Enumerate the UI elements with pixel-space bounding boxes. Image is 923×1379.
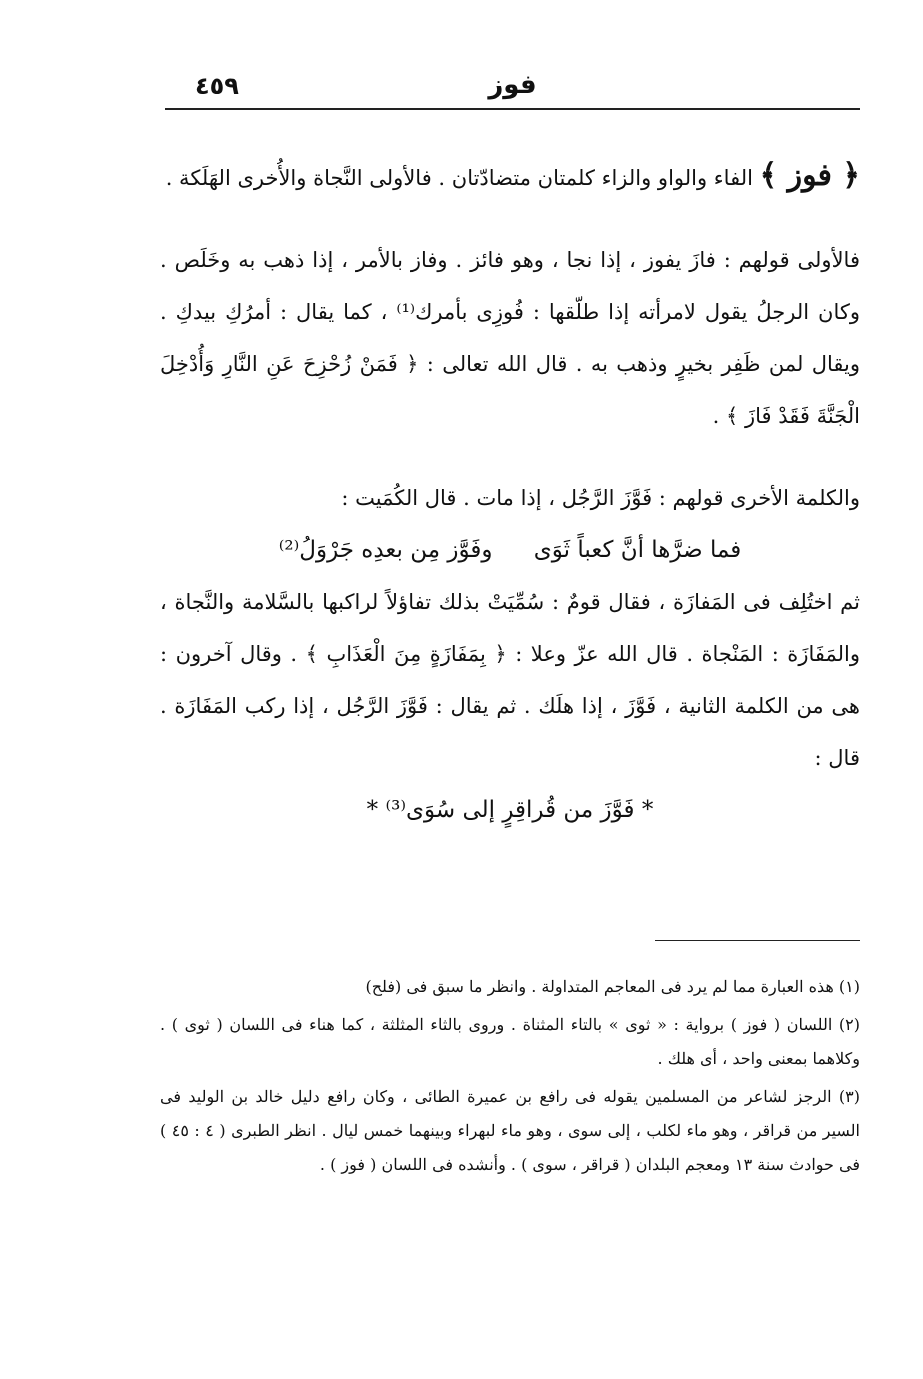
paragraph-3: ثم اختُلِف فى المَفازَة ، فقال قومٌ : سُمِّيَتْ بذلك تفاؤلاً لراكبها بالسَّلامة والنَّجاة ، والمَفَازَة : المَنْجاة . قال الله عزّ وعلا : ﴿ بِمَفَازَةٍ مِنَ الْعَذَابِ ﴾ . وقال آخرون : هى من الكلمة الثانية ، فَوَّزَ ، إذا هلَك . ثم يقال : فَوَّزَ الرَّجُل ، إذا ركب المَفَازَة . قال : (160, 590, 860, 770)
footnotes (160, 970, 860, 1186)
footnote-2: (٢) اللسان ( فوز ) برواية : « ثوى » بالتاء المثناة . وروى بالثاء المثلثة ، كما هناء فى اللسان ( ثوى ) . وكلاهما بمعنى واحد ، أى هلك . (160, 1015, 860, 1068)
verse-hemistich-1: فما ضرَّها أنَّ كعباً ثَوَى (533, 537, 742, 563)
verse-hemistich-2: وفَوَّز مِن بعدِه جَرْوَلُ⁽²⁾ (278, 537, 493, 563)
headword: ﴿ فوز ﴾ (759, 158, 860, 193)
verse-rajaz: * فَوَّزَ من قُراقِرٍ إلى سُوَى⁽³⁾ * (366, 797, 654, 823)
paragraph-1: فالأولى قولهم : فازَ يفوز ، إذا نجا ، وهو فائز . وفاز بالأمر ، إذا ذهب به وخَلَص . وكان الرجلُ يقول لامرأته إذا طلّقها : فُوزِى بأمرك⁽¹⁾ ، كما يقال : أمرُكِ بيدكِ . ويقال لمن ظَفِر بخيرٍ وذهب به . قال الله تعالى : ﴿ فَمَنْ زُحْزِحَ عَنِ النَّارِ وَأُدْخِلَ الْجَنَّةَ فَقَدْ فَازَ ﴾ . (160, 248, 860, 428)
running-head: فوز (488, 70, 537, 100)
entry-body (160, 150, 860, 836)
page-header (165, 62, 860, 106)
footnote-1: (١) هذه العبارة مما لم يرد فى المعاجم المتداولة . وانظر ما سبق فى (فلح) (365, 977, 860, 996)
footnote-rule (655, 940, 860, 941)
paragraph-2: والكلمة الأخرى قولهم : فَوَّزَ الرَّجُل ، إذا مات . قال الكُمَيت : (341, 486, 860, 510)
header-rule (165, 108, 860, 110)
entry-intro (160, 150, 860, 204)
intro-text: الفاء والواو والزاء كلمتان متضادّتان . فالأولى النَّجاة والأُخرى الهَلَكة . (165, 166, 753, 190)
page-number: ٤٥٩ (195, 72, 239, 100)
footnote-3: (٣) الرجز لشاعر من المسلمين يقوله فى رافع بن عميرة الطائى ، وكان رافع دليل خالد بن الوليد فى السير من قراقر ، وهو ماء لكلب ، إلى سوى ، وهو ماء لبهراء وبينهما خمس ليال . انظر الطبرى ( ٤ : ٤٥ ) فى حوادث سنة ١٣ ومعجم البلدان ( قراقر ، سوى ) . وأنشده فى اللسان ( فوز ) . (160, 1087, 861, 1174)
verse-kumayt (160, 524, 860, 576)
